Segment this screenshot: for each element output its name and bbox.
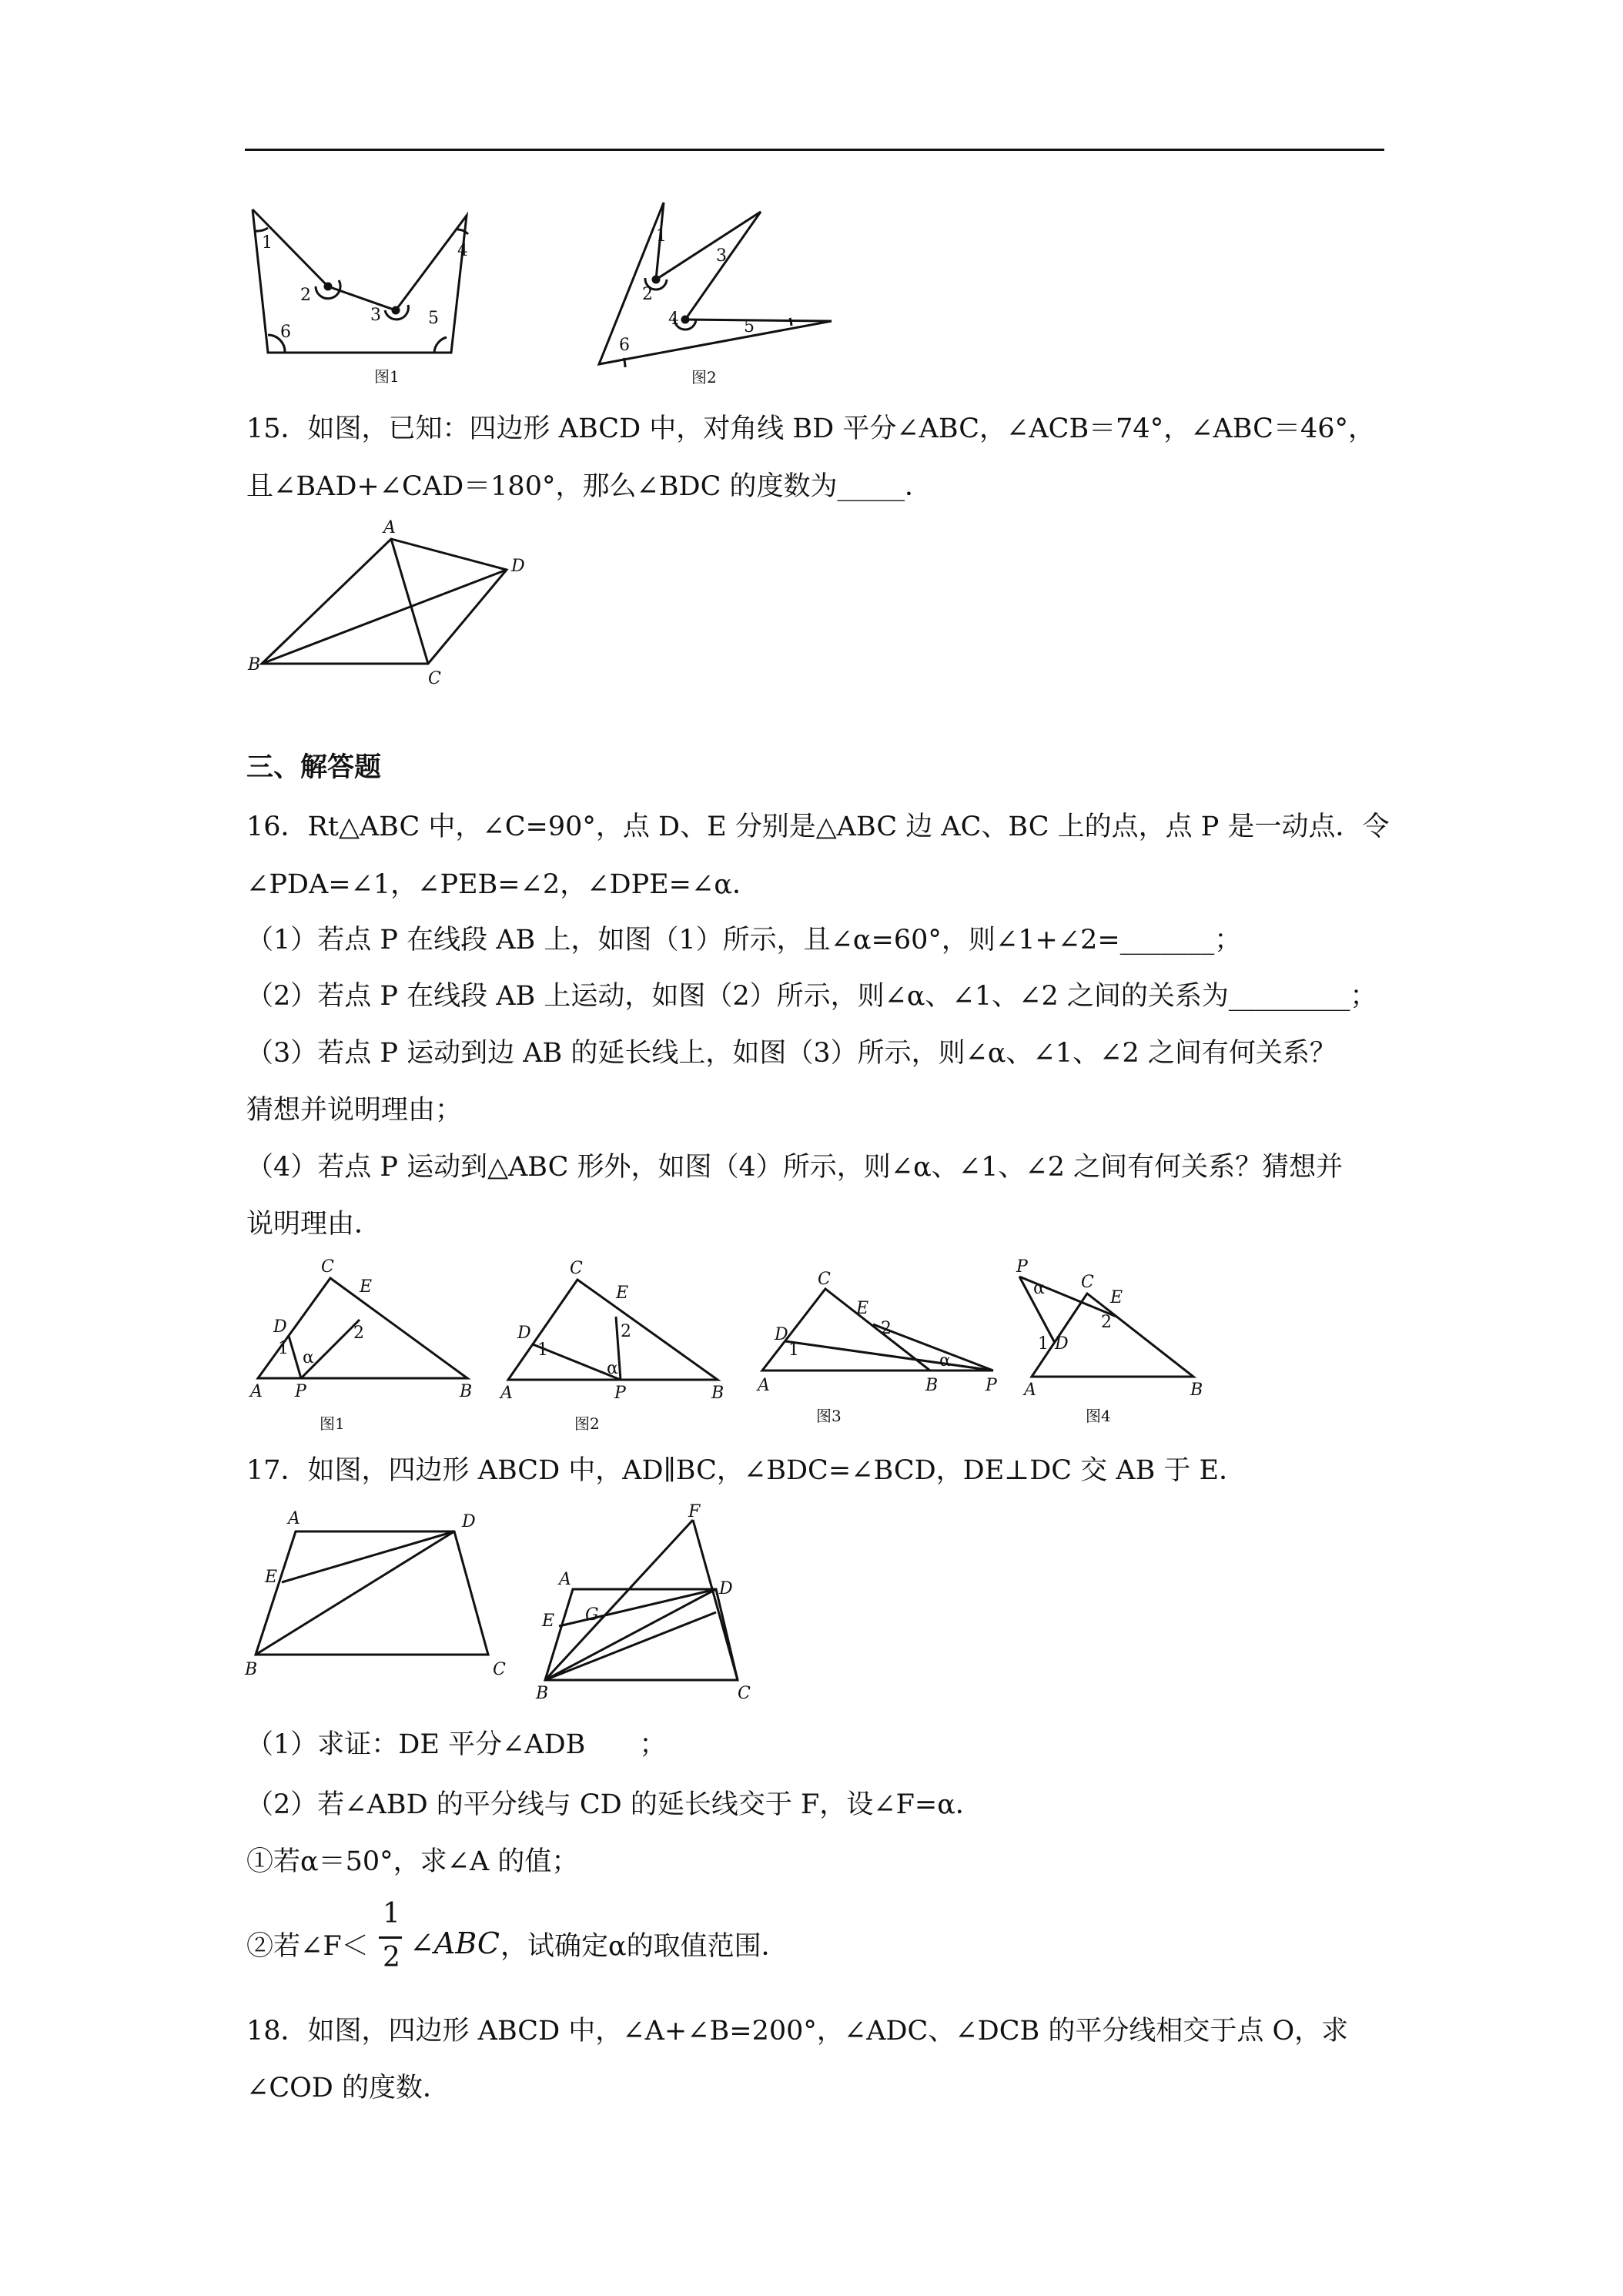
fig16-1-label-P: P — [295, 1382, 306, 1401]
q17-part2: （2）若∠ABD 的平分线与 CD 的延长线交于 F，设∠F=α． — [246, 1789, 982, 1820]
q17-case2-prefix: ②若∠F＜ — [246, 1931, 369, 1962]
fig16-2-label-P: P — [614, 1384, 626, 1403]
fig16-3-label-D: D — [775, 1325, 788, 1344]
fig1-label-1: 1 — [262, 233, 273, 253]
fig1-label-2: 2 — [300, 286, 311, 305]
fig16-3-label-A: A — [758, 1376, 770, 1395]
fig16-4-label-E: E — [1110, 1288, 1123, 1307]
fig15-label-A: A — [383, 518, 396, 537]
fig16-3-label-1: 1 — [788, 1340, 799, 1360]
header-rule — [245, 149, 1384, 151]
figure-14-2 — [593, 196, 847, 389]
fig16-4-label-D: D — [1055, 1334, 1069, 1354]
fig16-3-label-B: B — [925, 1376, 939, 1395]
fig16-2-label-B: B — [711, 1384, 724, 1403]
q17-case2-angle: ∠ABC — [410, 1926, 500, 1960]
figure-17-a — [245, 1505, 522, 1682]
fig17b-label-B: B — [536, 1684, 549, 1703]
fig16-3-label-alpha: α — [939, 1351, 951, 1371]
fig17b-label-E: E — [542, 1612, 555, 1631]
q17-case1: ①若α＝50°，求∠A 的值； — [246, 1846, 579, 1877]
fig17a-label-A: A — [288, 1509, 300, 1528]
fig17a-label-B: B — [245, 1660, 258, 1679]
q16-part4b: 说明理由． — [246, 1209, 382, 1240]
q16-part4a: （4）若点 P 运动到△ABC 形外，如图（4）所示，则∠α、∠1、∠2 之间有何关系？猜想并 — [246, 1152, 1344, 1183]
fig17b-label-C: C — [738, 1684, 751, 1703]
fig1-label-5: 5 — [428, 309, 439, 328]
fig16-3-caption: 图3 — [816, 1407, 842, 1425]
section-3-title: 三、解答题 — [246, 752, 382, 783]
figure-16-1 — [250, 1255, 481, 1440]
fig16-2-label-alpha: α — [607, 1359, 618, 1378]
fig1-label-6: 6 — [280, 323, 291, 342]
fig2-label-1: 1 — [656, 226, 667, 246]
fig16-4-label-P: P — [1016, 1257, 1028, 1277]
fig17b-label-A: A — [559, 1570, 571, 1589]
fig16-1-label-2: 2 — [353, 1324, 364, 1343]
fig16-3-label-2: 2 — [881, 1319, 892, 1338]
q17-case2-suffix: ，试确定α的取值范围． — [500, 1931, 788, 1962]
fig15-label-C: C — [428, 669, 441, 688]
q18-line2: ∠COD 的度数． — [246, 2073, 450, 2104]
fig16-4-label-1: 1 — [1038, 1334, 1049, 1354]
fig16-4-label-A: A — [1024, 1381, 1036, 1400]
q15-line2: 且∠BAD+∠CAD＝180°，那么∠BDC 的度数为_____． — [246, 471, 932, 502]
fig16-1-label-alpha: α — [303, 1348, 314, 1367]
q16-line1: 16．Rt△ABC 中，∠C=90°，点 D、E 分别是△ABC 边 AC、BC 上的点，点 P 是一动点．令 — [246, 812, 1390, 842]
q17-part1: （1）求证：DE 平分∠ADB ； — [246, 1729, 667, 1760]
fig16-2-label-1: 1 — [537, 1340, 548, 1360]
fig16-1-label-B: B — [460, 1382, 473, 1401]
q17-line1: 17．如图，四边形 ABCD 中，AD∥BC，∠BDC=∠BCD，DE⊥DC 交 AB 于 E． — [246, 1455, 1247, 1486]
figure-15 — [245, 516, 537, 688]
fig16-4-label-B: B — [1190, 1381, 1203, 1400]
fig17b-label-G: G — [585, 1605, 599, 1625]
fig2-label-5: 5 — [744, 317, 755, 336]
fig17a-label-E: E — [265, 1568, 278, 1587]
fig16-1-label-1: 1 — [278, 1339, 289, 1358]
q16-part3a: （3）若点 P 运动到边 AB 的延长线上，如图（3）所示，则∠α、∠1、∠2 之间有何关系？ — [246, 1038, 1337, 1069]
q17-fraction-denominator: 2 — [383, 1942, 400, 1973]
q16-line2: ∠PDA=∠1，∠PEB=∠2，∠DPE=∠α． — [246, 869, 759, 900]
fig15-label-B: B — [248, 655, 261, 674]
fig16-3-label-C: C — [818, 1270, 831, 1289]
fig17b-label-D: D — [719, 1579, 733, 1598]
figure-16-2 — [500, 1255, 731, 1440]
fig16-1-label-D: D — [273, 1317, 287, 1337]
fig16-3-label-E: E — [856, 1299, 869, 1318]
fig2-label-2: 2 — [642, 285, 653, 304]
fig16-4-label-C: C — [1081, 1273, 1094, 1292]
q17-fraction-numerator: 1 — [383, 1898, 400, 1930]
fig2-label-3: 3 — [716, 246, 727, 266]
fig16-2-label-2: 2 — [621, 1322, 631, 1341]
figure-17-b — [531, 1502, 762, 1709]
q16-part1: （1）若点 P 在线段 AB 上，如图（1）所示，且∠α=60°，则∠1+∠2=_______； — [246, 925, 1242, 956]
fig15-label-D: D — [511, 557, 525, 576]
fig2-caption: 图2 — [691, 368, 717, 387]
figure-16-4 — [1016, 1257, 1216, 1440]
fig2-label-4: 4 — [668, 310, 679, 329]
fig1-caption: 图1 — [374, 367, 400, 386]
q17-fraction-bar — [379, 1936, 402, 1939]
fig16-2-label-C: C — [570, 1259, 583, 1278]
fig16-1-label-A: A — [250, 1382, 263, 1401]
fig16-3-label-P: P — [986, 1376, 997, 1395]
figure-14-1 — [245, 200, 491, 393]
figure-16-3 — [755, 1270, 1009, 1440]
fig1-label-3: 3 — [370, 306, 381, 325]
fig2-label-6: 6 — [619, 336, 630, 355]
fig16-2-caption: 图2 — [574, 1414, 600, 1433]
fig16-4-label-alpha: α — [1033, 1279, 1045, 1298]
fig16-2-label-E: E — [616, 1284, 629, 1303]
fig16-1-caption: 图1 — [320, 1414, 345, 1433]
fig16-4-caption: 图4 — [1086, 1407, 1111, 1425]
q16-part3b: 猜想并说明理由； — [246, 1095, 463, 1126]
fig17a-label-C: C — [493, 1660, 506, 1679]
fig16-2-label-A: A — [500, 1384, 513, 1403]
q16-part2: （2）若点 P 在线段 AB 上运动，如图（2）所示，则∠α、∠1、∠2 之间的关系为_________； — [246, 981, 1377, 1012]
fig16-4-label-2: 2 — [1101, 1313, 1112, 1332]
fig1-label-4: 4 — [457, 241, 468, 260]
fig16-2-label-D: D — [517, 1324, 531, 1343]
q18-line1: 18．如图，四边形 ABCD 中，∠A+∠B=200°，∠ADC、∠DCB 的平分线相交于点 O，求 — [246, 2016, 1349, 2047]
fig17b-label-F: F — [688, 1502, 701, 1521]
fig16-1-label-C: C — [321, 1257, 334, 1277]
fig16-1-label-E: E — [360, 1277, 373, 1297]
fig17a-label-D: D — [462, 1512, 476, 1531]
q15-line1: 15．如图，已知：四边形 ABCD 中，对角线 BD 平分∠ABC，∠ACB＝74°，∠ABC＝46°， — [246, 413, 1375, 444]
